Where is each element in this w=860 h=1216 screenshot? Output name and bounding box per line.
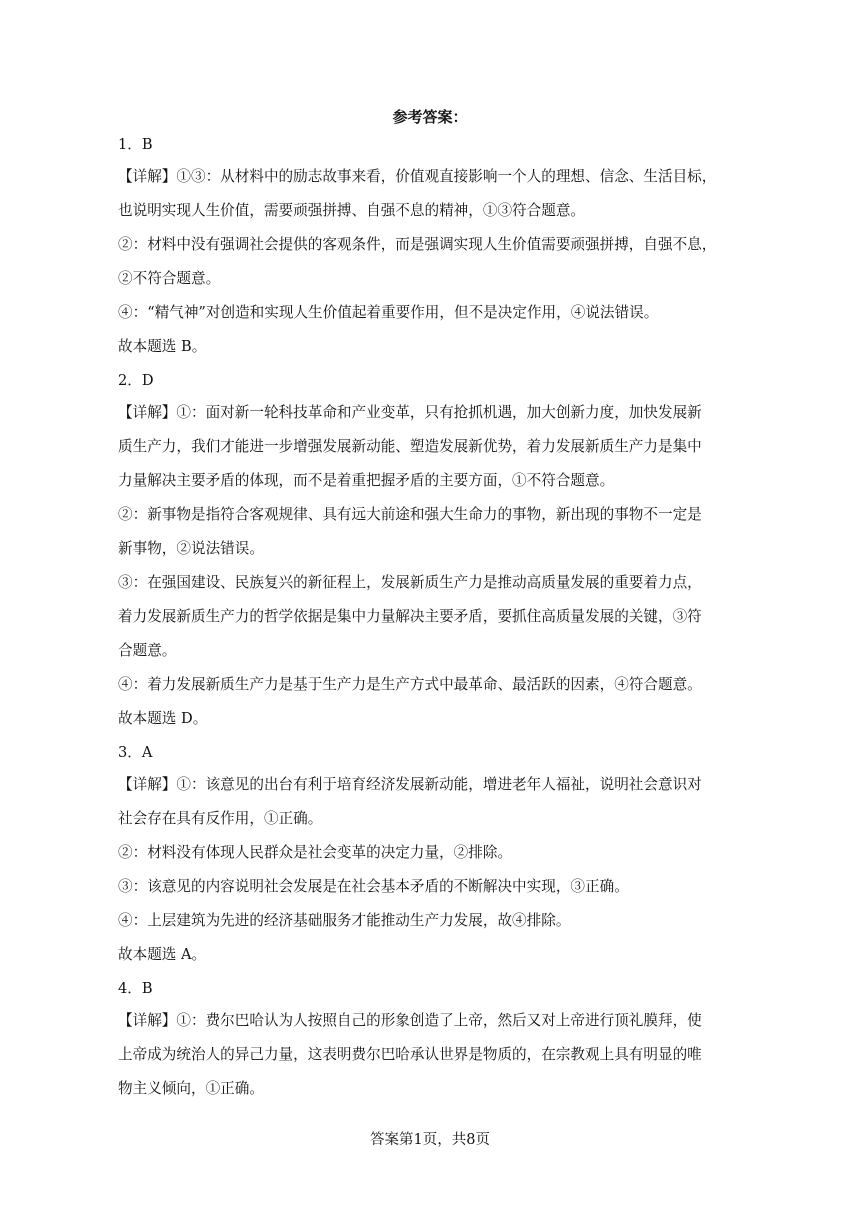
question-block <box>118 135 740 357</box>
text-line: 【详解】①：面对新一轮科技革命和产业变革，只有抢抓机遇，加大创新力度，加快发展新 <box>118 404 702 421</box>
text-line: 【详解】①：该意见的出台有利于培育经济发展新动能，增进老年人福祉，说明社会意识对 <box>118 776 702 793</box>
text-line: 故本题选 B。 <box>118 338 207 355</box>
explanation-paragraph <box>118 843 740 863</box>
text-line: 上帝成为统治人的异己力量，这表明费尔巴哈承认世界是物质的，在宗教观上具有明显的唯 <box>118 1046 702 1063</box>
text-line: 物主义倾向，①正确。 <box>118 1080 264 1097</box>
explanation-paragraph <box>118 303 740 323</box>
conclusion-line <box>118 945 740 965</box>
explanation-paragraph <box>118 167 740 221</box>
text-line: 力量解决主要矛盾的体现，而不是着重把握矛盾的主要方面，①不符合题意。 <box>118 472 615 489</box>
question-number: 2．D <box>118 372 154 389</box>
text-line: ②：材料没有体现人民群众是社会变革的决定力量，②排除。 <box>118 844 513 861</box>
text-line: 质生产力，我们才能进一步增强发展新动能、塑造发展新优势，着力发展新质生产力是集中 <box>118 438 702 455</box>
page-footer: 答案第1页，共8页 <box>370 1132 490 1148</box>
question-block <box>118 979 740 1099</box>
page-title: 参考答案： <box>392 108 468 126</box>
question-number: 1．B <box>118 136 153 153</box>
text-line: 合题意。 <box>118 642 177 659</box>
explanation-paragraph <box>118 1011 740 1099</box>
text-line: 也说明实现人生价值，需要顽强拼搏、自强不息的精神，①③符合题意。 <box>118 202 586 219</box>
question-block <box>118 743 740 965</box>
explanation-paragraph <box>118 911 740 931</box>
question-number: 3．A <box>118 744 153 761</box>
text-line: 着力发展新质生产力的哲学依据是集中力量解决主要矛盾，要抓住高质量发展的关键，③符 <box>118 608 702 625</box>
text-line: ③：在强国建设、民族复兴的新征程上，发展新质生产力是推动高质量发展的重要着力点， <box>118 574 702 591</box>
explanation-paragraph <box>118 403 740 491</box>
explanation-paragraph <box>118 675 740 729</box>
text-line: 【详解】①：费尔巴哈认为人按照自己的形象创造了上帝，然后又对上帝进行顶礼膜拜，使 <box>118 1012 702 1029</box>
text-line: ②：材料中没有强调社会提供的客观条件，而是强调实现人生价值需要顽强拼搏，自强不息， <box>118 236 717 253</box>
conclusion-line <box>118 337 740 357</box>
answer-content <box>118 130 740 1113</box>
explanation-paragraph <box>118 505 740 559</box>
text-line: ②不符合题意。 <box>118 270 221 287</box>
explanation-paragraph <box>118 775 740 829</box>
explanation-paragraph <box>118 235 740 289</box>
text-line: 故本题选 A。 <box>118 946 207 963</box>
text-line: ②：新事物是指符合客观规律、具有远大前途和强大生命力的事物，新出现的事物不一定是 <box>118 506 702 523</box>
explanation-paragraph <box>118 573 740 661</box>
question-number: 4．B <box>118 980 153 997</box>
text-line: 【详解】①③：从材料中的励志故事来看，价值观直接影响一个人的理想、信念、生活目标， <box>118 168 717 185</box>
text-line: ④：着力发展新质生产力是基于生产力是生产方式中最革命、最活跃的因素，④符合题意。 <box>118 676 702 693</box>
question-block <box>118 371 740 729</box>
text-line: ③：该意见的内容说明社会发展是在社会基本矛盾的不断解决中实现，③正确。 <box>118 878 629 895</box>
explanation-paragraph <box>118 877 740 897</box>
conclusion-text: 故本题选 D。 <box>118 710 208 727</box>
text-line: 社会存在具有反作用，①正确。 <box>118 810 323 827</box>
text-line: ④：“精气神”对创造和实现人生价值起着重要作用，但不是决定作用，④说法错误。 <box>118 304 659 321</box>
text-line: ④：上层建筑为先进的经济基础服务才能推动生产力发展，故④排除。 <box>118 912 571 929</box>
text-line: 新事物，②说法错误。 <box>118 540 264 557</box>
